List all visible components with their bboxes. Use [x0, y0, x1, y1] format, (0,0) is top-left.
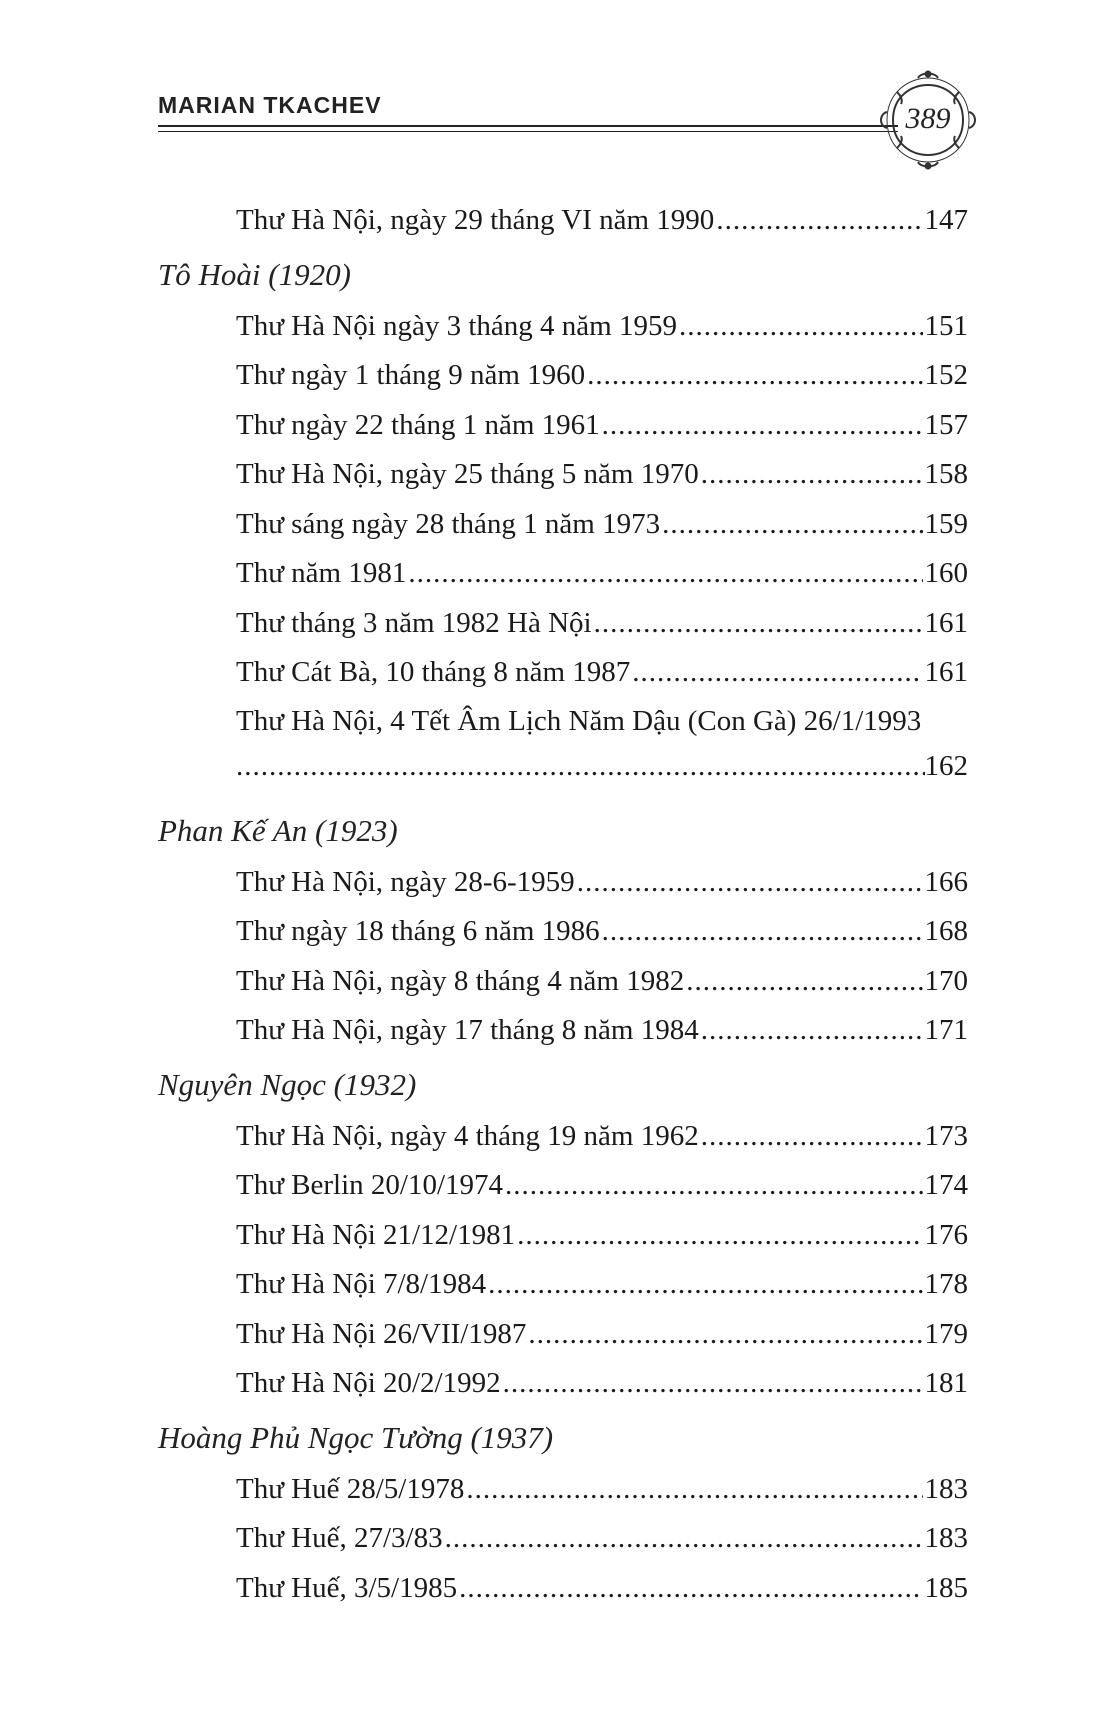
- entry-label: Thư ngày 1 tháng 9 năm 1960: [236, 359, 586, 391]
- entry-label: Thư Cát Bà, 10 tháng 8 năm 1987: [236, 656, 631, 688]
- entry-label: Thư tháng 3 năm 1982 Hà Nội: [236, 606, 592, 639]
- entry-page: 170: [924, 964, 968, 997]
- entry-page: 162: [924, 749, 968, 782]
- dot-leader: [602, 907, 923, 957]
- dot-leader: [577, 858, 923, 908]
- dot-leader: [679, 302, 923, 352]
- toc-entry: [236, 1514, 968, 1564]
- entry-page: 168: [924, 915, 968, 947]
- dot-leader: [445, 1514, 923, 1564]
- toc-entry: [236, 351, 968, 401]
- toc-entry: [236, 1006, 968, 1056]
- toc-entry: [236, 907, 968, 957]
- dot-leader: [716, 196, 922, 246]
- entry-page: 183: [924, 1472, 968, 1505]
- dot-leader: [528, 1310, 922, 1360]
- entry-page: 176: [924, 1218, 968, 1251]
- toc-entry: [236, 1161, 968, 1211]
- entry-page: 161: [924, 656, 968, 688]
- dot-leader: [587, 351, 922, 401]
- entry-page: 166: [924, 865, 968, 898]
- entry-page: 174: [924, 1169, 968, 1201]
- entry-page: 157: [924, 408, 968, 441]
- entry-label: Thư Hà Nội ngày 3 tháng 4 năm 1959: [236, 309, 677, 342]
- dot-leader: [686, 957, 922, 1007]
- entry-page: 179: [924, 1317, 968, 1350]
- entry-label: Thư Hà Nội 26/VII/1987: [236, 1317, 527, 1350]
- entry-page: 159: [924, 507, 968, 540]
- running-title: MARIAN TKACHEV: [158, 92, 382, 118]
- dot-leader: [488, 1260, 922, 1310]
- dot-leader: [632, 648, 922, 698]
- toc-entry: [236, 549, 968, 599]
- header-rule: [158, 125, 898, 127]
- entry-page: 151: [924, 309, 968, 342]
- toc-entry: [236, 196, 968, 246]
- toc-entry: [236, 450, 968, 500]
- toc-entry: [236, 1359, 968, 1409]
- dot-leader: [408, 549, 922, 599]
- entry-page: 181: [924, 1367, 968, 1399]
- dot-leader: [466, 1465, 922, 1515]
- page-number: 389: [905, 102, 951, 135]
- entry-page: 147: [924, 204, 968, 236]
- entry-label: Thư Hà Nội, ngày 28-6-1959: [236, 865, 575, 898]
- section-title: Nguyên Ngọc (1932): [158, 1066, 417, 1102]
- section-title: Phan Kế An (1923): [158, 812, 398, 848]
- entry-page: 178: [924, 1268, 968, 1300]
- section-title: Tô Hoài (1920): [158, 256, 351, 292]
- entry-page: 160: [924, 557, 968, 589]
- toc-entry: [236, 302, 968, 352]
- entry-label: Thư Huế, 3/5/1985: [236, 1571, 458, 1604]
- entry-page: 185: [924, 1571, 968, 1604]
- entry-label: Thư Hà Nội, ngày 8 tháng 4 năm 1982: [236, 964, 685, 997]
- entry-label: Thư Hà Nội, 4 Tết Âm Lịch Năm Dậu (Con Gà) 26/1/1993: [236, 704, 922, 737]
- toc-entry: [236, 1211, 968, 1261]
- toc-entry: [236, 957, 968, 1007]
- dot-leader: [517, 1211, 922, 1261]
- dot-leader: [503, 1359, 923, 1409]
- dot-leader: [701, 450, 923, 500]
- toc-entry: [236, 858, 968, 908]
- entry-page: 173: [924, 1119, 968, 1152]
- entry-label: Thư Huế 28/5/1978: [236, 1472, 465, 1505]
- dot-leader: [459, 1564, 922, 1614]
- toc-entry-wrapped: [236, 698, 968, 788]
- dot-leader: [236, 744, 925, 788]
- entry-page: 158: [924, 458, 968, 490]
- dot-leader: [602, 401, 923, 451]
- entry-label: Thư Hà Nội, ngày 4 tháng 19 năm 1962: [236, 1119, 699, 1152]
- toc-entry: [236, 1465, 968, 1515]
- entry-label: Thư Huế, 27/3/83: [236, 1522, 443, 1554]
- header-rule-thin: [158, 131, 898, 132]
- dot-leader: [701, 1112, 923, 1162]
- entry-page: 183: [924, 1522, 968, 1554]
- section-title: Hoàng Phủ Ngọc Tường (1937): [158, 1419, 554, 1455]
- table-of-contents: [158, 196, 968, 1613]
- dot-leader: [594, 599, 923, 649]
- toc-entry: [236, 648, 968, 698]
- entry-label: Thư Berlin 20/10/1974: [236, 1169, 504, 1201]
- entry-page: 171: [924, 1014, 968, 1046]
- entry-label: Thư Hà Nội, ngày 17 tháng 8 năm 1984: [236, 1014, 699, 1046]
- entry-page: 152: [924, 359, 968, 391]
- entry-page: 161: [924, 606, 968, 639]
- toc-entry: [236, 401, 968, 451]
- toc-entry: [236, 1112, 968, 1162]
- entry-label: Thư Hà Nội, ngày 25 tháng 5 năm 1970: [236, 458, 699, 490]
- dot-leader: [505, 1161, 922, 1211]
- toc-entry: [236, 1564, 968, 1614]
- toc-entry: [236, 500, 968, 550]
- toc-entry: [236, 599, 968, 649]
- page-header: [158, 92, 988, 172]
- entry-label: Thư ngày 18 tháng 6 năm 1986: [236, 915, 600, 947]
- dot-leader: [662, 500, 922, 550]
- entry-label: Thư Hà Nội 7/8/1984: [236, 1268, 487, 1300]
- entry-label: Thư ngày 22 tháng 1 năm 1961: [236, 408, 600, 441]
- dot-leader: [701, 1006, 923, 1056]
- entry-label: Thư Hà Nội, ngày 29 tháng VI năm 1990: [236, 204, 715, 236]
- entry-label: Thư Hà Nội 20/2/1992: [236, 1367, 501, 1399]
- entry-continuation: [236, 744, 968, 788]
- entry-label: Thư năm 1981: [236, 557, 407, 589]
- entry-label: Thư sáng ngày 28 tháng 1 năm 1973: [236, 507, 661, 540]
- entry-label: Thư Hà Nội 21/12/1981: [236, 1218, 516, 1251]
- toc-entry: [236, 1260, 968, 1310]
- toc-entry: [236, 1310, 968, 1360]
